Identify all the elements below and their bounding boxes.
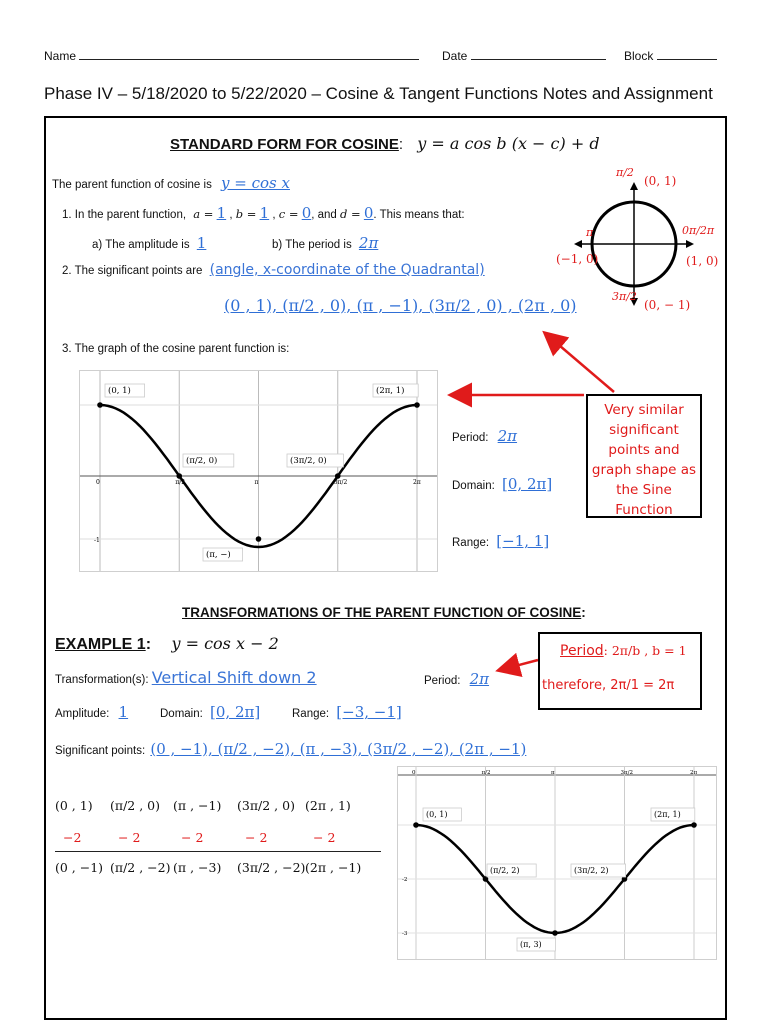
significant-points-parent: (0 , 1), (π/2 , 0), (π , −1), (3π/2 , 0) , (2π , 0) [224,296,577,315]
standard-heading-text: STANDARD FORM FOR COSINE [170,136,399,153]
parent-cosine-graph [79,370,438,572]
example1-graph [397,766,717,960]
ex1-domain-val: [0, 2π] [210,703,261,721]
g1-point [176,473,182,479]
g2-point-label: (π, 3) [520,940,542,949]
g2-point [413,822,419,828]
example1-colon: : [145,636,152,653]
point-result: (3π/2 , −2) [237,860,306,875]
parent-intro [52,174,290,192]
similar-note-box: Very similar significant points and graph shape as the Sine Function [586,394,702,518]
name-label: Name [44,49,77,63]
period-line [272,234,378,252]
point-result: (π/2 , −2) [110,860,171,875]
page-title: Phase IV – 5/18/2020 to 5/22/2020 – Cosine & Tangent Functions Notes and Assignment [44,84,713,103]
uc-right-pt: (1, 0) [686,254,719,268]
example1-amplitude [55,703,128,721]
points-row-result [55,860,385,880]
block-line [657,48,717,60]
item-3: 3. The graph of the cosine parent function is: [62,343,290,355]
standard-formula: y = a cos b (x − c) + d [417,134,600,153]
point-shift: − 2 [181,830,204,845]
g2-point [552,930,558,936]
period-box-line2: therefore, 2π/1 = 2π [542,678,675,693]
amp-val: 1 [196,234,207,252]
amplitude-line [92,234,206,252]
points-table [55,798,385,898]
g1-point-label: (0, 1) [108,386,131,396]
block-label: Block [624,49,654,63]
c-val: 0 [301,204,312,222]
date-field[interactable] [442,48,606,63]
point-original: (0 , 1) [55,798,93,813]
point-result: (π , −3) [173,860,222,875]
g2-ytick-label: -2 [402,877,408,883]
point-shift: − 2 [118,830,141,845]
g1-point-label: (3π/2, 0) [290,456,327,466]
transform-heading-text: TRANSFORMATIONS OF THE PARENT FUNCTION OF COSINE [182,605,582,620]
g2-tick-label: π [551,770,555,776]
transform-colon: : [581,605,586,620]
example1-range [292,703,402,721]
uc-top-pt: (0, 1) [644,174,677,188]
g2-point-label: (2π, 1) [654,810,681,819]
point-original: (π , −1) [173,798,222,813]
g2-tick-label: 2π [690,770,698,776]
ex1-transf-val: Vertical Shift down 2 [151,668,317,687]
b-label: b = [235,207,257,221]
period-box [538,632,702,710]
b-val: 1 [259,204,270,222]
date-label: Date [442,49,468,63]
g2-tick-label: 0 [412,770,416,776]
g1-tick-label: 3π/2 [333,479,348,486]
g1-point-label: (π, −) [206,550,231,560]
ex1-transf-label: Transformation(s): [55,674,149,686]
ex1-period-val: 2π [469,670,490,688]
a-val: 1 [216,204,227,222]
c-label: c = [278,207,299,221]
g1-range-label: Range: [452,537,490,549]
per-val: 2π [358,234,379,252]
g1-point [335,473,341,479]
name-line [79,48,419,60]
point-shift: − 2 [245,830,268,845]
uc-bottom-pt: (0, − 1) [644,298,691,312]
g2-point-label: (π/2, 2) [490,866,520,875]
point-result: (0 , −1) [55,860,104,875]
points-divider [55,851,381,852]
example1-label: EXAMPLE 1 [55,636,146,653]
date-line [471,48,606,60]
example1-heading [55,634,279,654]
g1-tick-label: 0 [96,479,100,486]
g2-ytick-label: -3 [402,931,408,937]
g1-point [97,402,103,408]
point-original: (3π/2 , 0) [237,798,295,813]
g1-tick-label: π [254,479,259,486]
d-label: d = [340,207,361,221]
example1-domain [160,703,260,721]
graph2-svg [398,767,716,959]
g1-range-val: [−1, 1] [496,532,550,550]
g1-period-label: Period: [452,432,489,444]
g1-tick-label: π/2 [175,479,186,486]
g1-domain-val: [0, 2π] [502,475,553,493]
ex1-range-val: [−3, −1] [336,703,402,721]
ex1-sig-label: Significant points: [55,745,146,757]
ex1-period-label: Period: [424,675,461,687]
point-result: (2π , −1) [305,860,362,875]
item-1: 1. In the parent function, a = 1 , b = 1 , c = 0, and d = 0. This means that: [62,204,465,222]
uc-top-frac: π/2 [616,166,634,179]
uc-right-angle: 0π/2π [682,224,715,237]
item2-label: 2. The significant points are [62,265,203,277]
point-original: (π/2 , 0) [110,798,161,813]
g2-tick-label: 3π/2 [620,770,633,776]
standard-colon: : [398,136,404,153]
point-shift: −2 [63,830,82,845]
example1-period [424,670,489,688]
a-label: a = [193,207,214,221]
example1-formula: y = cos x − 2 [171,634,279,653]
uc-left-angle: π [586,226,594,239]
unit-circle [552,160,724,325]
per-label: b) The period is [272,239,352,251]
uc-left-pt: (−1, 0) [556,252,599,266]
example1-significant [55,740,526,758]
item2-hand: (angle, x-coordinate of the Quadrantal) [209,262,485,278]
graph1-svg [80,371,437,571]
parent-answer: y = cos x [221,174,290,192]
points-row-shift [55,830,385,850]
g1-point-label: (π/2, 0) [186,456,218,466]
means-text: . This means that: [373,209,465,221]
ex1-range-label: Range: [292,708,330,720]
g1-domain-label: Domain: [452,480,495,492]
example1-transformation [55,668,317,687]
period-box-line1 [560,643,687,659]
name-field[interactable] [44,48,419,63]
graph1-range [452,532,549,550]
g1-point-label: (2π, 1) [376,386,405,396]
g2-tick-label: π/2 [481,770,491,776]
amp-label: a) The amplitude is [92,239,190,251]
g1-ytick-label: -1 [94,537,100,544]
block-field[interactable] [624,48,717,63]
ex1-amp-val: 1 [118,703,129,721]
period-box-label: Period [560,643,604,659]
period-box-rest: : 2π/b , b = 1 [603,643,687,658]
d-val: 0 [363,204,374,222]
g1-point [414,402,420,408]
g2-point-label: (0, 1) [426,810,448,819]
graph1-period [452,427,517,445]
standard-form-heading [170,134,600,153]
point-original: (2π , 1) [305,798,351,813]
parent-intro-text: The parent function of cosine is [52,179,212,191]
ex1-amp-label: Amplitude: [55,708,110,720]
g2-point [691,822,697,828]
g1-tick-label: 2π [413,479,421,486]
points-row-original [55,798,385,818]
uc-bottom-frac: 3π/2 [612,290,637,303]
g1-period-val: 2π [497,427,518,445]
g1-point [256,536,262,542]
item1-num: 1. [62,209,72,221]
ex1-domain-label: Domain: [160,708,203,720]
and-label: , and [311,209,337,221]
transform-heading [182,605,586,620]
ex1-sig-val: (0 , −1), (π/2 , −2), (π , −3), (3π/2 , −2), (2π , −1) [150,740,527,758]
item-2 [62,262,485,278]
item1-pre: In the parent function, [74,209,187,221]
point-shift: − 2 [313,830,336,845]
g2-point-label: (3π/2, 2) [574,866,609,875]
graph1-domain [452,475,552,493]
